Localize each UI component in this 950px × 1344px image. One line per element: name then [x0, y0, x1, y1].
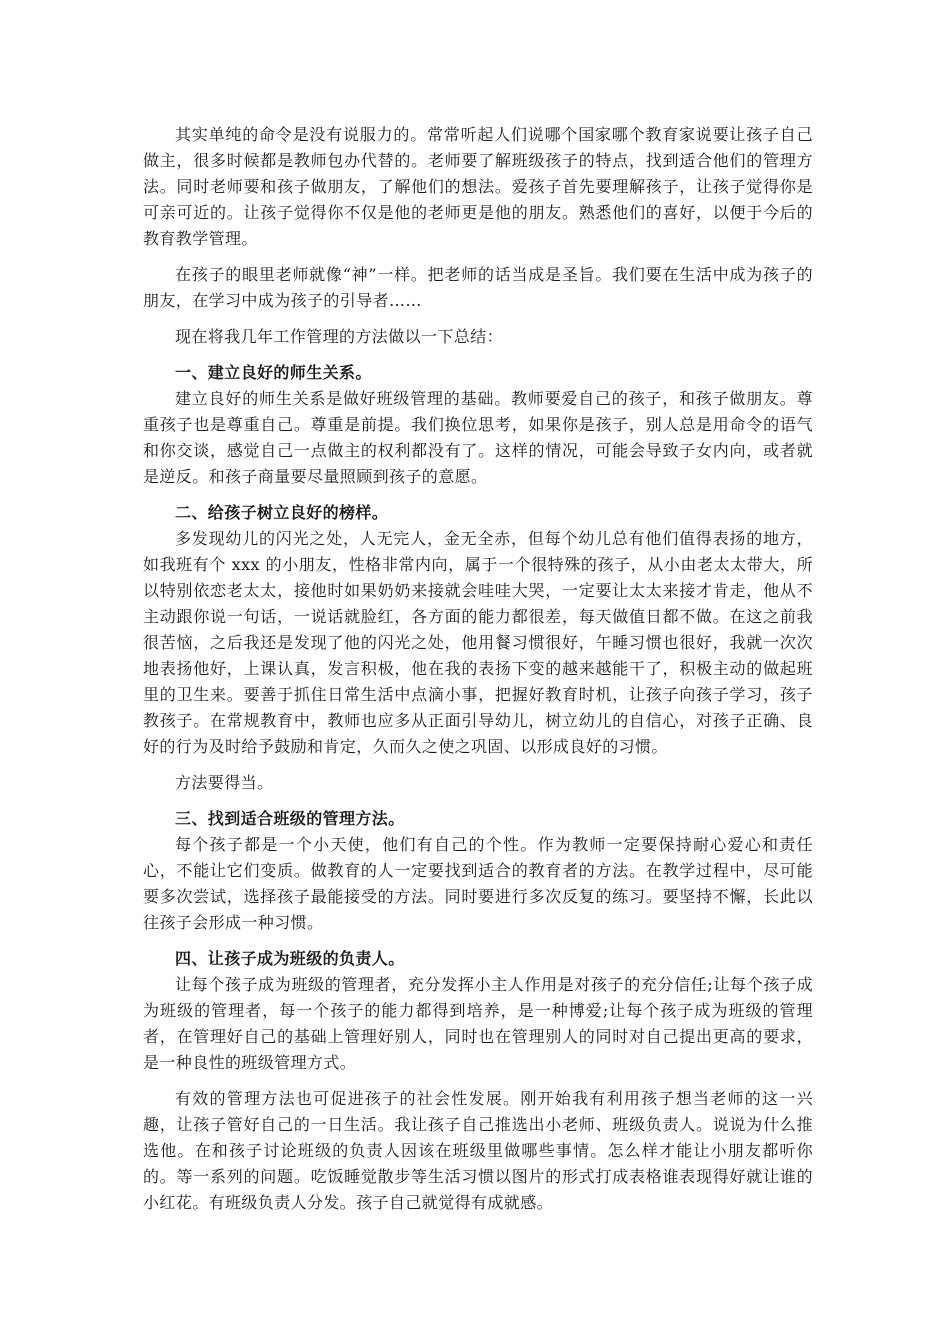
paragraph-section-4: 让每个孩子成为班级的管理者，充分发挥小主人作用是对孩子的充分信任;让每个孩子成为班级的管理者，每一个孩子的能力都得到培养，是一种博爱;让每个孩子成为班级的管理者，在管理好自己的基础上管理好别人，同时也在管理别人的同时对自己提出更高的要求，是一种良性的班级管理方式。	[143, 975, 813, 1072]
paragraph-teacher-role: 在孩子的眼里老师就像“神”一样。把老师的话当成是圣旨。我们要在生活中成为孩子的朋友，在学习中成为孩子的引导者……	[143, 265, 813, 310]
paragraph-closing: 有效的管理方法也可促进孩子的社会性发展。刚开始我有利用孩子想当老师的这一兴趣，让孩子管好自己的一日生活。我让孩子自己推选出小老师、班级负责人。说说为什么推选他。在和孩子讨论班级的负责人因该在班级里做哪些事情。怎么样才能让小朋友都听你的。等一系列的问题。吃饭睡觉散步等生活习惯以图片的形式打成表格谁表现得好就让谁的小红花。有班级负责人分发。孩子自己就觉得有成就感。	[143, 1089, 813, 1212]
paragraph-summary-lead: 现在将我几年工作管理的方法做以一下总结：	[175, 327, 504, 346]
section-heading-3: 三、找到适合班级的管理方法。	[175, 809, 405, 828]
paragraph-section-2: 多发现幼儿的闪光之处，人无完人，金无全赤，但每个幼儿总有他们值得表扬的地方，如我班有个 xxx 的小朋友，性格非常内向，属于一个很特殊的孩子，从小由老太太带大，所以特别依恋老太太，接他时如果奶奶来接就会哇哇大哭，一定要让太太来接才肯走，他从不主动跟你说一句话，一说话就脸红，各方面的能力都很差，每天做值日都不做。在这之前我很苦恼，之后我还是发现了他的闪光之处，他用餐习惯很好，午睡习惯也很好，我就一次次地表扬他好，上课认真，发言积极，他在我的表扬下变的越来越能干了，积极主动的做起班里的卫生来。要善于抓住日常生活中点滴小事，把握好教育时机，让孩子向孩子学习，孩子教孩子。在常规教育中，教师也应多从正面引导幼儿，树立幼儿的自信心，对孩子正确、良好的行为及时给予鼓励和肯定，久而久之使之巩固、以形成良好的习惯。	[143, 529, 813, 756]
paragraph-intro: 其实单纯的命令是没有说服力的。常常听起人们说哪个国家哪个教育家说要让孩子自己做主，很多时候都是教师包办代替的。老师要了解班级孩子的特点，找到适合他们的管理方法。同时老师要和孩子做朋友，了解他们的想法。爱孩子首先要理解孩子，让孩子觉得你是可亲可近的。让孩子觉得你不仅是他的老师更是他的朋友。熟悉他们的喜好，以便于今后的教育教学管理。	[143, 125, 813, 248]
document-page	[143, 122, 813, 1226]
paragraph-method: 方法要得当。	[175, 773, 274, 792]
paragraph-section-1: 建立良好的师生关系是做好班级管理的基础。教师要爱自己的孩子，和孩子做朋友。尊重孩子也是尊重自己。尊重是前提。我们换位思考，如果你是孩子，别人总是用命令的语气和你交谈，感觉自己一点做主的权利都没有了。这样的情况，可能会导致子女内向，或者就是逆反。和孩子商量要尽量照顾到孩子的意愿。	[143, 389, 813, 486]
section-heading-1: 一、建立良好的师生关系。	[175, 363, 372, 382]
section-heading-4: 四、让孩子成为班级的负责人。	[175, 949, 405, 968]
paragraph-section-3: 每个孩子都是一个小天使，他们有自己的个性。作为教师一定要保持耐心爱心和责任心，不能让它们变质。做教育的人一定要找到适合的教育者的方法。在教学过程中，尽可能要多次尝试，选择孩子最能接受的方法。同时要进行多次反复的练习。要坚持不懈，长此以往孩子会形成一种习惯。	[143, 835, 813, 932]
section-heading-2: 二、给孩子树立良好的榜样。	[175, 503, 389, 522]
